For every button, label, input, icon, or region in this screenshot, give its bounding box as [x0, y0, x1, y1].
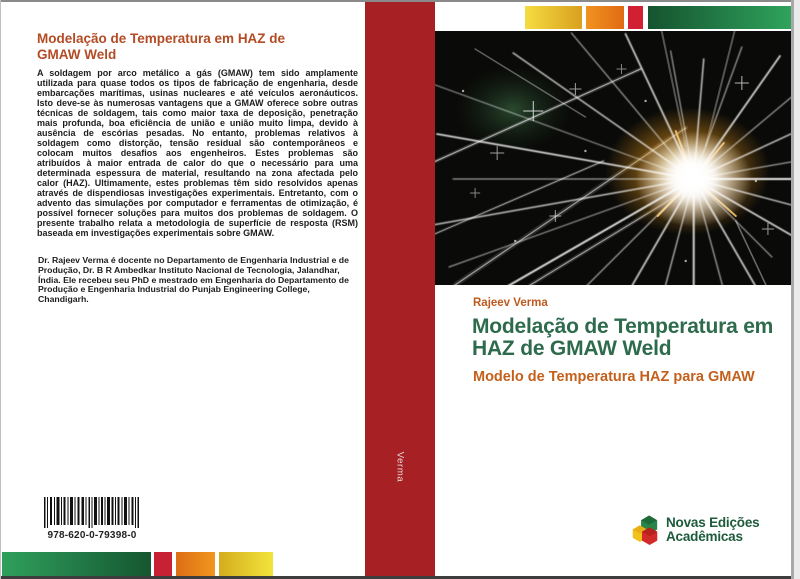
isbn-number: 978-620-0-79398-0 [47, 530, 137, 541]
bottom-bar-red-segment [154, 552, 172, 577]
publisher-name-line1: Novas Edições [666, 515, 760, 530]
synopsis-text: A soldagem por arco metálico a gás (GMAW) tem sido amplamente utilizada para quase todos os tipos de fabricação de engenharia, desde embarcações marítimas, usinas nucleares e até veículos aeronáuticos. Isto deve-se às numerosas vantagens que a GMAW oferece sobre outras técnicas de soldagem, tais como maior taxa de deposição, penetração mais profunda, boa eficiência de união e união muito limpa, devido à ausência de escórias pesadas. No entanto, problemas relativos à soldagem como distorção, tensão residual são contemporâneos e colocam muitos desafios aos engenheiros. Estes problemas são atribuídos à maior entrada de calor do que o necessário para uma determinada espessura de material, resultando na zona afectada pelo calor (HAZ). Ultimamente, estes problemas têm sido resolvidos apenas através de dispendiosas investigações experimentais. Entretanto, com o advento das simulações por computador e ferramentas de otimização, é possível fornecer soluções para muitos dos problemas de soldagem. O presente trabalho relata a metodologia de superfície de resposta (RSM) baseada em investigações experimentais sobre GMAW. [37, 68, 358, 238]
cover-right-margin [794, 0, 800, 579]
back-cover-title [37, 31, 361, 62]
front-author-name: Rajeev Verma [473, 297, 548, 309]
publisher-hexagon-icon [631, 514, 660, 546]
top-bar-orange-segment [586, 6, 624, 29]
bottom-bar-green-segment [2, 552, 151, 577]
back-title-line1: Modelação de Temperatura em HAZ de [37, 31, 286, 46]
bottom-bar-yellow-segment [219, 552, 273, 577]
isbn-barcode [44, 497, 139, 528]
top-bar-red-segment [628, 6, 643, 29]
cover-top-edge [0, 0, 800, 2]
cover-photo-welding-sparks [435, 31, 791, 285]
publisher-name-line2: Acadêmicas [666, 529, 743, 544]
bottom-bar-orange-segment [176, 552, 215, 577]
front-title-line2: HAZ de GMAW Weld [472, 336, 672, 360]
publisher-name [666, 516, 759, 544]
back-title-line2: GMAW Weld [37, 46, 117, 62]
top-bar-yellow-segment [525, 6, 582, 29]
front-subtitle: Modelo de Temperatura HAZ para GMAW [473, 369, 755, 385]
front-title [472, 316, 773, 359]
front-title-line1: Modelação de Temperatura em [472, 315, 774, 338]
cover-left-edge [0, 0, 1, 579]
spine-author-text: Verma [394, 451, 406, 483]
publisher-logo [631, 514, 759, 546]
author-bio-text: Dr. Rajeev Verma é docente no Departamento de Engenharia Industrial e de Produção, Dr. B R Ambedkar Instituto Nacional de Tecnologia, Jalandhar, Índia. Ele recebeu seu PhD e mestrado em Engenharia do Departamento de Produção e Engenharia Industrial do Punjab Engineering College, Chandigarh. [38, 255, 349, 305]
spine [365, 2, 435, 576]
top-bar-green-segment [648, 6, 791, 29]
